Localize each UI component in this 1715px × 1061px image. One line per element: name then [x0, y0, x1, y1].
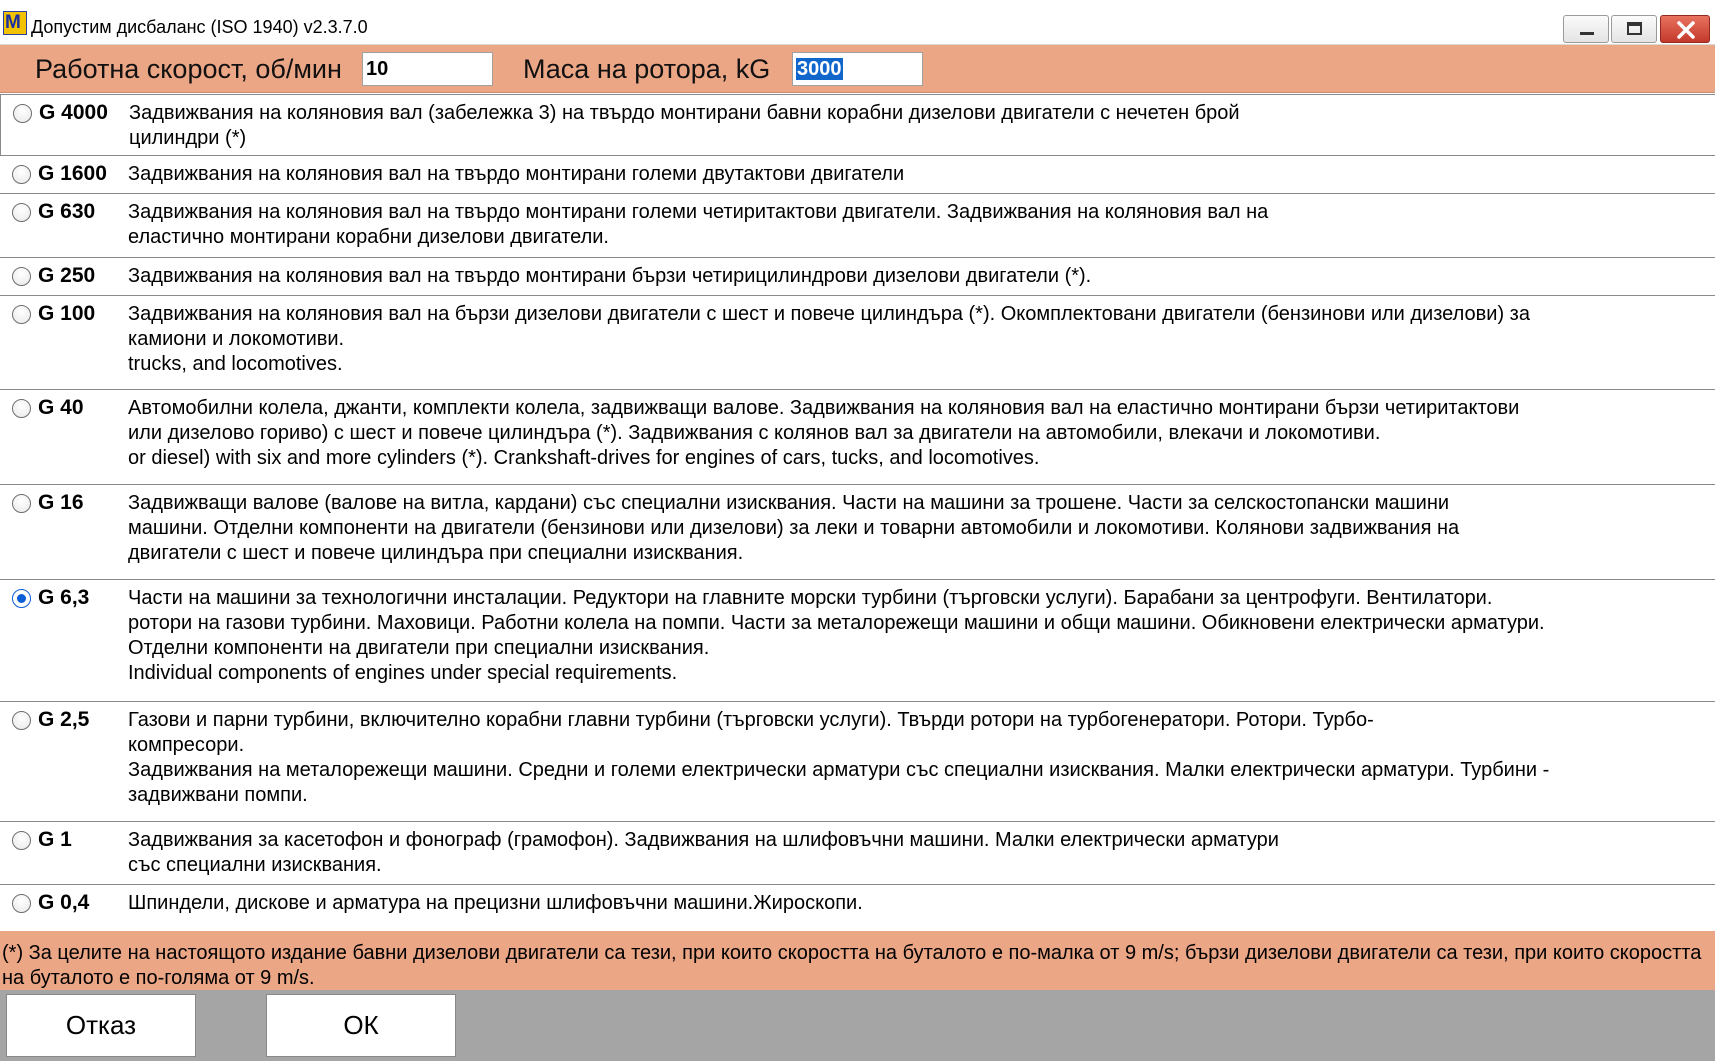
grade-label: G 4000	[39, 101, 108, 124]
grade-description: Задвижвания на коляновия вал (забележка 3) на твърдо монтирани бавни корабни дизелови двигатели с нечетен брой цилиндри (*)	[129, 102, 1240, 149]
grade-label: G 250	[38, 264, 96, 287]
grade-row-g1[interactable]	[0, 822, 1715, 885]
grade-row-g250[interactable]	[0, 258, 1715, 296]
mass-input[interactable]	[792, 52, 923, 86]
grade-radio[interactable]	[12, 165, 31, 184]
grade-radio-selected[interactable]	[12, 589, 31, 608]
grade-row-g6-3[interactable]	[0, 580, 1715, 702]
maximize-button[interactable]	[1611, 15, 1657, 43]
maximize-icon	[1612, 16, 1658, 44]
grade-row-g2-5[interactable]	[0, 702, 1715, 822]
grade-description: Задвижващи валове (валове на витла, кардани) със специални изисквания. Части на машини за трошене. Части за селскостопански машини машини. Отделни компоненти на двигатели (бензинови или дизелови) за леки и товарни автомобили и локомотиви. Колянови задвижвания на двигатели с шест и повече цилиндъра при специални изисквания.	[128, 492, 1460, 564]
grade-row-g630[interactable]	[0, 194, 1715, 258]
grade-row-g0-4[interactable]	[0, 885, 1715, 931]
grade-label: G 630	[38, 200, 96, 223]
grade-label: G 2,5	[38, 708, 90, 731]
mass-input-selected-text: 3000	[797, 58, 842, 80]
ok-button[interactable]: ОК	[266, 994, 456, 1057]
close-icon	[1661, 16, 1711, 44]
grade-row-g4000[interactable]	[0, 94, 1715, 156]
mass-label: Маса на ротора, kG	[523, 54, 771, 84]
app-logo-letter: M	[5, 12, 21, 33]
grade-radio[interactable]	[12, 305, 31, 324]
grade-label: G 1	[38, 828, 72, 851]
parameters-bar	[0, 45, 1715, 93]
title-bar	[0, 0, 1715, 45]
app-logo-icon	[3, 11, 27, 35]
button-bar	[0, 990, 1715, 1061]
grade-description: Части на машини за технологични инсталации. Редуктори на главните морски турбини (търговски услуги). Барабани за центрофуги. Вентилатори. ротори на газови турбини. Маховици. Работни колела на помпи. Части за металорежещи машини и общи машини. Обикновени електрически арматури. Отделни компоненти на двигатели при специални изисквания. Individual components of engines under special requirements.	[128, 587, 1545, 684]
grade-label: G 0,4	[38, 891, 90, 914]
cancel-button[interactable]: Отказ	[6, 994, 196, 1057]
speed-label: Работна скорост, об/мин	[35, 54, 342, 84]
grade-label: G 1600	[38, 162, 107, 185]
grade-radio[interactable]	[12, 494, 31, 513]
grade-label: G 6,3	[38, 586, 90, 609]
speed-input[interactable]: 10	[362, 52, 493, 86]
balance-grade-list	[0, 94, 1715, 931]
close-button[interactable]	[1660, 15, 1710, 43]
minimize-icon	[1564, 16, 1610, 44]
grade-description: Задвижвания на коляновия вал на твърдо монтирани бързи четирицилиндрови дизелови двигатели (*).	[128, 265, 1092, 287]
grade-row-g40[interactable]	[0, 390, 1715, 485]
footnote: (*) За целите на настоящото издание бавни дизелови двигатели са тези, при които скоростта на буталото е по-малка от 9 m/s; бързи дизелови двигатели са тези, при които скоростта на буталото е по-голяма от 9 m/s.	[0, 931, 1715, 990]
grade-description: Задвижвания за касетофон и фонограф (грамофон). Задвижвания на шлифовъчни машини. Малки електрически арматури със специални изисквания.	[128, 829, 1279, 876]
grade-label: G 100	[38, 302, 96, 325]
grade-row-g1600[interactable]	[0, 156, 1715, 194]
grade-row-g16[interactable]	[0, 485, 1715, 580]
grade-radio[interactable]	[12, 203, 31, 222]
window-title: Допустим дисбаланс (ISO 1940) v2.3.7.0	[31, 17, 368, 37]
grade-label: G 40	[38, 396, 84, 419]
grade-label: G 16	[38, 491, 84, 514]
grade-row-g100[interactable]	[0, 296, 1715, 390]
grade-radio[interactable]	[13, 104, 32, 123]
grade-radio[interactable]	[12, 399, 31, 418]
grade-description: Задвижвания на коляновия вал на твърдо монтирани големи четиритактови двигатели. Задвижвания на коляновия вал на еластично монтирани корабни дизелови двигатели.	[128, 201, 1269, 248]
grade-description: Газови и парни турбини, включително корабни главни турбини (търговски услуги). Твърди ротори на турбогенератори. Ротори. Турбо- компресори. Задвижвания на металорежещи машини. Средни и големи електрически арматури със специални изисквания. Малки електрически арматури. Турбини - задвижвани помпи.	[128, 709, 1550, 806]
minimize-button[interactable]	[1563, 15, 1609, 43]
grade-radio[interactable]	[12, 711, 31, 730]
grade-radio[interactable]	[12, 894, 31, 913]
grade-description: Задвижвания на коляновия вал на твърдо монтирани големи двутактови двигатели	[128, 163, 905, 185]
grade-radio[interactable]	[12, 267, 31, 286]
grade-radio[interactable]	[12, 831, 31, 850]
grade-description: Шпиндели, дискове и арматура на прецизни шлифовъчни машини.Жироскопи.	[128, 892, 863, 914]
grade-description: Автомобилни колела, джанти, комплекти колела, задвижващи валове. Задвижвания на коляновия вал на еластично монтирани бързи четиритактови или дизелово гориво) с шест и повече цилиндъра (*). Задвижвания с колянов вал за двигатели на автомобили, влекачи и локомотиви. or diesel) with six and more cylinders (*). Crankshaft-drives for engines of cars, tucks, and locomotives.	[128, 397, 1520, 469]
grade-description: Задвижвания на коляновия вал на бързи дизелови двигатели с шест и повече цилиндъра (*). Окомплектовани двигатели (бензинови или дизелови) за камиони и локомотиви. trucks, and locomotives.	[128, 303, 1530, 375]
